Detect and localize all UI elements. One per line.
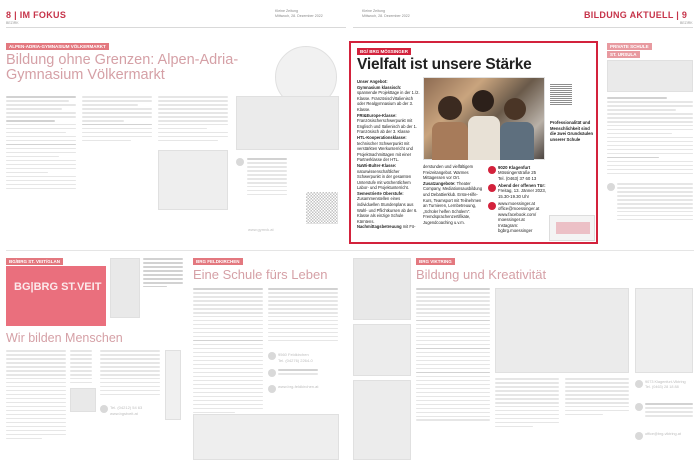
article-body bbox=[607, 97, 693, 177]
article-photo bbox=[193, 414, 339, 460]
article-body-col1 bbox=[416, 288, 490, 423]
paragraph-text: technischer Schwerpunkt mit verstärkten Werkunterricht und Projektnachmittagen mit einer Partnerklasse der HTL. bbox=[357, 140, 413, 163]
phone-number: Tel. (0463) 28 18 88 bbox=[645, 385, 679, 389]
web-icon bbox=[268, 385, 276, 393]
page-header-right: BILDUNG AKTUELL | 9 bbox=[584, 10, 688, 20]
paragraph-lead: Zusatzangebote: bbox=[423, 180, 456, 186]
address-city: 9560 Feldkirchen bbox=[278, 352, 309, 357]
school-photo bbox=[353, 380, 411, 460]
section-divider bbox=[6, 250, 694, 251]
article-body-col2 bbox=[423, 164, 485, 226]
address-block bbox=[498, 165, 594, 181]
article-photo bbox=[158, 150, 228, 210]
article-photo bbox=[110, 258, 140, 318]
article-headline: Wir bilden Menschen bbox=[6, 331, 123, 345]
section-title: IM FOKUS bbox=[19, 10, 67, 20]
phone-number: Tel. (04276) 2264-0 bbox=[278, 357, 313, 363]
open-day-time: 15.30-19.30 Uhr bbox=[498, 193, 530, 199]
paper-name: Kleine Zeitung bbox=[275, 9, 298, 13]
paragraph-lead: Semestrierte Oberstufe: bbox=[357, 190, 404, 196]
info-block bbox=[247, 158, 287, 198]
photo-caption: Professionalität und Menschlichkeit sind die zwei Grundsäulen unserer Schule bbox=[550, 120, 594, 142]
paragraph-text: naturwissenschaftlicher Schwerpunkt in der gesamten Unterstufe mit wöchentlichem Labor- und Projektunterricht. bbox=[357, 168, 412, 191]
website-link[interactable]: www.bgstveit.at bbox=[110, 410, 138, 416]
paragraph bbox=[357, 163, 421, 191]
school-logo bbox=[6, 266, 106, 326]
paragraph-lead: HTL-Kooperationsklasse: bbox=[357, 134, 407, 140]
article-body-col2 bbox=[268, 288, 338, 344]
instagram-label: Instagram: bbox=[498, 222, 519, 228]
article-kicker: ALPEN-ADRIA-GYMNASIUM VÖLKERMARKT bbox=[6, 43, 109, 50]
paragraph bbox=[423, 181, 485, 226]
article-body-col2 bbox=[70, 350, 92, 386]
location-icon bbox=[488, 166, 496, 174]
header-rule-right bbox=[353, 27, 693, 28]
kicker-line1: PRIVATE SCHULE bbox=[610, 44, 649, 49]
address-phone: Tel. (0463) 37 60 13 bbox=[498, 175, 537, 181]
facebook-handle: moessinger.at bbox=[498, 217, 525, 223]
paragraph-lead: NaWi-Bulter-Klasse: bbox=[357, 162, 397, 168]
header-date-right bbox=[362, 9, 410, 19]
paragraph-text: mit Fö- bbox=[401, 224, 416, 230]
paragraph bbox=[357, 191, 421, 225]
email-link[interactable]: office@moessinger.at bbox=[498, 206, 540, 212]
paragraph bbox=[357, 224, 421, 230]
qr-code bbox=[306, 192, 338, 224]
paragraph-lead: FRI&Europe-Klasse: bbox=[357, 112, 397, 118]
info-block bbox=[617, 183, 693, 223]
article-headline: Eine Schule fürs Leben bbox=[193, 267, 328, 282]
issue-date: Mittwoch, 28. Dezember 2022 bbox=[275, 14, 323, 18]
website-link[interactable]: www.moessinger.at bbox=[498, 201, 536, 206]
article-kicker: BG/ BRG MÖSSINGER bbox=[357, 48, 411, 55]
website-link[interactable]: www.brg-feldkirchen.at bbox=[278, 384, 319, 389]
school-logo bbox=[549, 215, 595, 241]
paragraph-text: Theater Company, Mediationsausbildung und Debattierklub. Erste-Hilfe-Kurs, Teamsport mit Teilnehmen an Turnieren, Lernbetreuung, „Schüler helfen Schülern". Fremdsprachenzertifikate, Jugendcoaching u.v.m. bbox=[423, 180, 483, 225]
open-day-block bbox=[498, 183, 594, 199]
article-body-col3 bbox=[158, 96, 228, 144]
paragraph-text: Französischerschwerpunkt mit Englisch und Italienisch ab der 1. Französisch ab der 3. Klasse bbox=[357, 118, 418, 135]
article-photo bbox=[236, 96, 339, 150]
article-headline: Vielfalt ist unsere Stärke bbox=[357, 56, 532, 73]
paragraph bbox=[357, 85, 421, 113]
logo-text: BG|BRG ST.VEIT bbox=[14, 281, 102, 293]
article-kicker: BRG FELDKIRCHEN bbox=[193, 258, 243, 265]
page-header-left: 8 | IM FOKUS bbox=[6, 10, 67, 20]
web-icon bbox=[236, 158, 244, 166]
school-photo bbox=[607, 60, 693, 92]
article-body-col1 bbox=[6, 96, 76, 192]
article-body-col2 bbox=[82, 96, 152, 144]
article-body-col1 bbox=[6, 350, 66, 442]
paragraph-lead: Nachmittagsbetreuung bbox=[357, 224, 402, 230]
calendar-icon bbox=[635, 403, 643, 411]
article-kicker bbox=[607, 43, 652, 50]
article-headline: Bildung und Kreativität bbox=[416, 267, 547, 282]
quote-block bbox=[143, 258, 183, 290]
open-day-block bbox=[278, 369, 318, 377]
web-icon bbox=[488, 202, 496, 210]
phone-icon bbox=[607, 183, 615, 191]
article-body-col3 bbox=[100, 350, 160, 398]
header-sub-right: BEZIRK bbox=[680, 21, 693, 25]
contact-block bbox=[645, 380, 695, 390]
qr-code bbox=[550, 83, 572, 105]
kicker-line2: ST. URSULA bbox=[610, 52, 637, 57]
paragraph-text: Zusammenstellen eines individuellen Stundenplans aus Wahl- und Pflichtkursen ab der 6. Klasse als einzige Schule Kärntens. bbox=[357, 196, 418, 224]
header-date-left bbox=[275, 9, 323, 19]
paragraph bbox=[357, 113, 421, 135]
address-city: 9073 Klagenfurt-Viktring bbox=[645, 380, 686, 384]
paragraph-lead: Unser Angebot: bbox=[357, 79, 388, 84]
article-body-col3 bbox=[565, 378, 629, 418]
article-kicker: BG/BRG ST. VEIT/GLAN bbox=[6, 258, 63, 265]
issue-date: Mittwoch, 28. Dezember 2022 bbox=[362, 14, 410, 18]
address-street: Mössingerstraße 25 bbox=[498, 170, 536, 176]
article-web: www.gymvk.at bbox=[248, 227, 274, 232]
open-day-block bbox=[645, 403, 693, 419]
phone-number: Tel. (04212) 54 63 bbox=[110, 405, 143, 410]
contact-block bbox=[110, 405, 142, 416]
email-link[interactable]: office@brg-viktring.at bbox=[645, 432, 681, 436]
calendar-icon bbox=[268, 369, 276, 377]
open-day-date: Freitag, 13. Jänner 2023, bbox=[498, 188, 547, 194]
paragraph bbox=[357, 135, 421, 163]
location-icon bbox=[100, 405, 108, 413]
location-icon bbox=[268, 352, 276, 360]
article-body-col1 bbox=[193, 288, 263, 416]
article-body-col2 bbox=[495, 378, 559, 430]
web-icon bbox=[635, 432, 643, 440]
location-icon bbox=[635, 380, 643, 388]
page-number: 9 bbox=[681, 10, 688, 20]
open-day-title: Abend der offenen Tür: bbox=[498, 183, 546, 188]
paragraph-lead: Gymnasium klassisch: bbox=[357, 84, 402, 90]
header-sub-left: BEZIRK bbox=[6, 21, 19, 25]
article-headline: Bildung ohne Grenzen: Alpen-Adria-Gymnasium Völkermarkt bbox=[6, 52, 239, 84]
address-city: 9020 Klagenfurt bbox=[498, 165, 531, 170]
school-photo bbox=[353, 258, 411, 320]
paragraph-text: spannende Projekttage in der 1./2. Klasse. Französisch/Italienisch oder Realgymnasium ab der 3. Klasse. bbox=[357, 90, 420, 112]
article-photo bbox=[495, 288, 629, 373]
header-rule-left bbox=[6, 27, 346, 28]
school-photo bbox=[353, 324, 411, 376]
paper-name: Kleine Zeitung bbox=[362, 9, 385, 13]
article-photo bbox=[635, 288, 693, 373]
article-photo bbox=[70, 388, 96, 412]
article-kicker: BRG VIKTRING bbox=[416, 258, 455, 265]
facebook-link[interactable]: www.facebook.com/ bbox=[498, 211, 537, 217]
paragraph-text: derstunden und vielfältigem Freizeitangebot. Warmes Mittagessen vor Ort. bbox=[423, 164, 474, 181]
section-title: BILDUNG AKTUELL bbox=[584, 10, 674, 20]
calendar-icon bbox=[488, 184, 496, 192]
contact-block bbox=[278, 352, 313, 363]
highlighted-article[interactable] bbox=[349, 41, 598, 244]
paragraph bbox=[423, 164, 485, 181]
article-body-col1 bbox=[357, 79, 421, 230]
page-number: 8 bbox=[6, 10, 12, 20]
side-graphic bbox=[165, 350, 181, 420]
article-kicker bbox=[607, 51, 640, 58]
students-photo bbox=[423, 77, 545, 160]
instagram-handle: bgbrg.moessinger bbox=[498, 228, 533, 234]
